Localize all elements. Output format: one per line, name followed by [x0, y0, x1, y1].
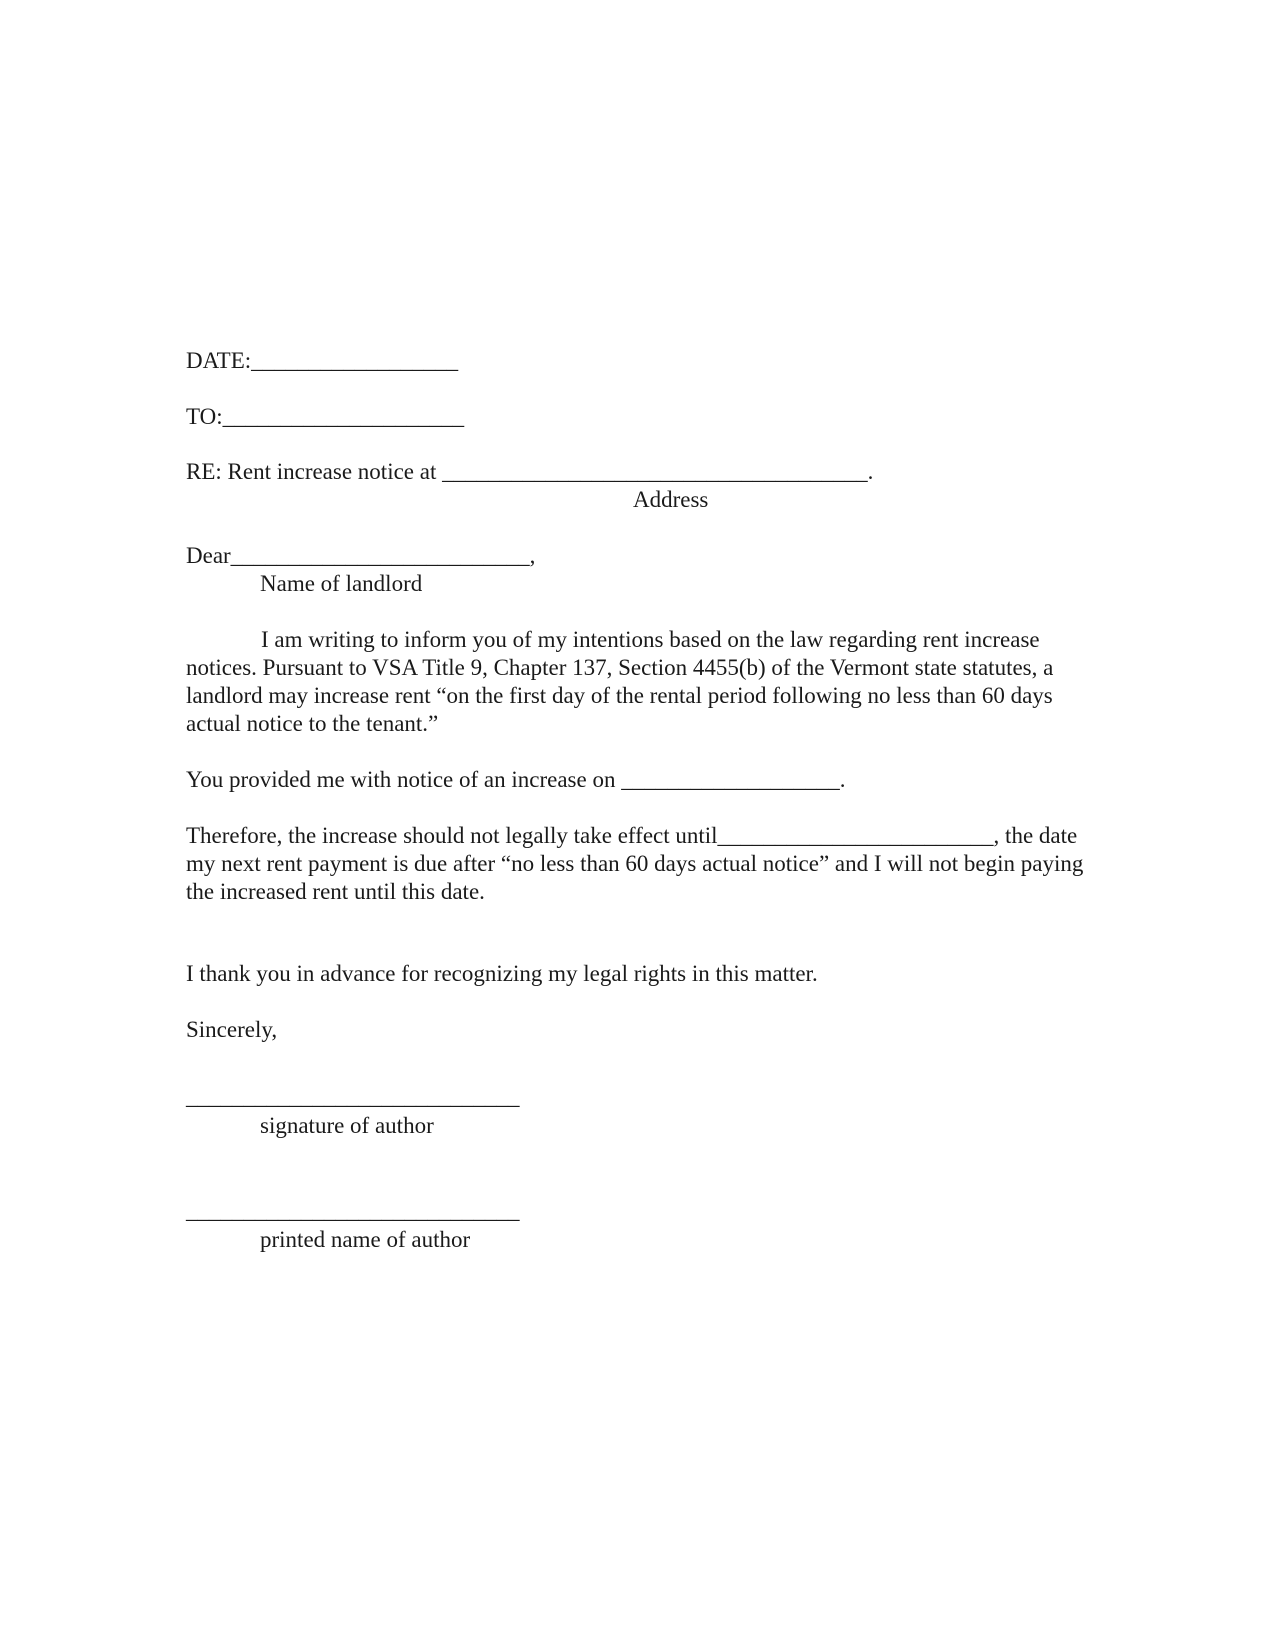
- closing: Sincerely,: [186, 1017, 278, 1042]
- signature-caption: signature of author: [260, 1113, 434, 1138]
- address-caption: Address: [633, 487, 709, 512]
- dear-line: Dear__________________________,: [186, 543, 536, 568]
- re-line: RE: Rent increase notice at _____________________________________.: [186, 459, 874, 484]
- signature-line: _____________________________: [186, 1084, 520, 1109]
- landlord-caption: Name of landlord: [260, 571, 423, 596]
- date-line: DATE:__________________: [186, 348, 459, 373]
- body-paragraph-1: I am writing to inform you of my intentions based on the law regarding rent increase notices. Pursuant to VSA Title 9, Chapter 137, Section 4455(b) of the Vermont state statutes, a landlord may increase rent “on the first day of the rental period following no less than 60 days actual notice to the tenant.”: [186, 627, 1054, 736]
- to-line: TO:_____________________: [186, 404, 465, 429]
- printed-name-caption: printed name of author: [260, 1227, 471, 1252]
- body-paragraph-4: I thank you in advance for recognizing my legal rights in this matter.: [186, 961, 818, 986]
- body-paragraph-3: Therefore, the increase should not legally take effect until________________________, the date my next rent payment is due after “no less than 60 days actual notice” and I will not begin paying the increased rent until this date.: [186, 823, 1084, 904]
- printed-name-line: _____________________________: [186, 1198, 520, 1223]
- body-paragraph-2: You provided me with notice of an increase on ___________________.: [186, 767, 846, 792]
